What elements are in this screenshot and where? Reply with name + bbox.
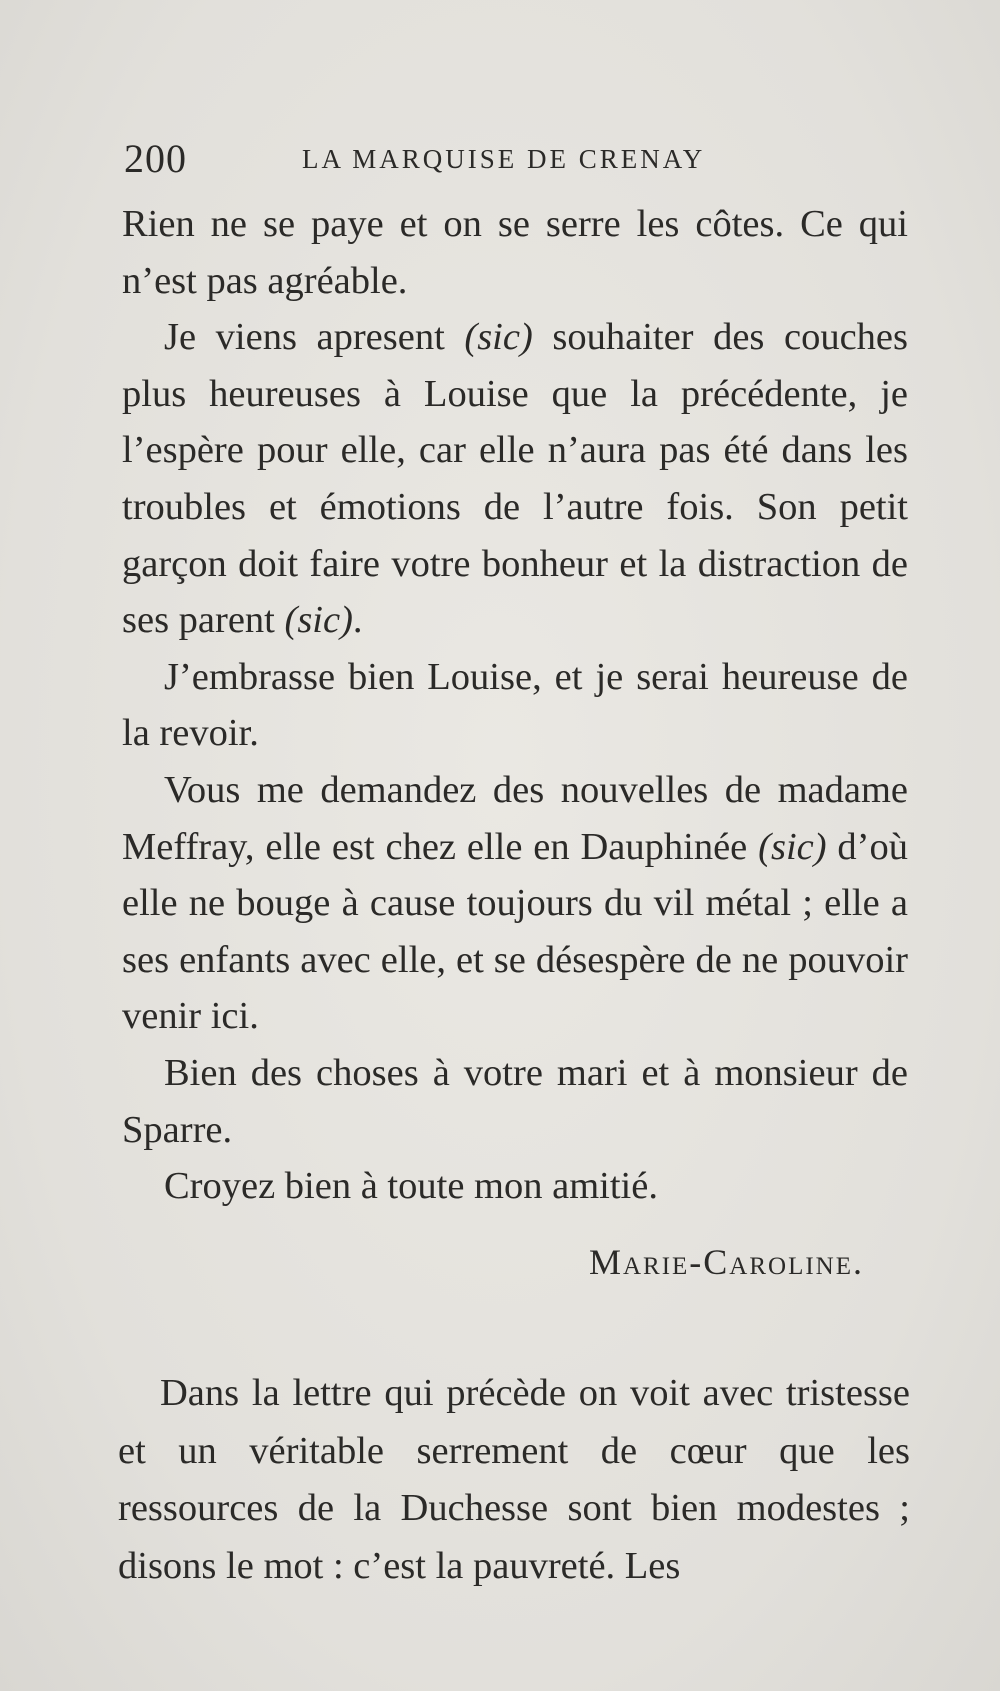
commentary-block [118, 1365, 910, 1595]
letter-paragraph-p6 [122, 1158, 908, 1215]
text-segment: Croyez bien à toute mon amitié. [164, 1165, 658, 1208]
text-segment: . [352, 599, 363, 642]
text-segment: souhaiter des couches plus heureuses à Louise que la précédente, je l’espère pour elle, car elle n’aura pas été dans les troubles et émotions de l’autre fois. Son petit garçon doit faire votre bonheur et la distraction de ses parent [122, 316, 908, 642]
letter-paragraph-p2 [122, 309, 908, 649]
letter-paragraph-p4 [122, 762, 908, 1045]
page-header [124, 135, 736, 183]
letter-paragraph-p3 [122, 649, 908, 762]
sic-annotation: (sic) [758, 825, 827, 868]
text-segment: d’où elle ne bouge à cause toujours du vil métal ; elle a ses enfants avec elle, et se désespère de ne pouvoir venir ici. [122, 825, 908, 1038]
text-segment: J’embrasse bien Louise, et je serai heureuse de la revoir. [122, 655, 908, 755]
text-segment: Rien ne se paye et on se serre les côtes. Ce qui n’est pas agréable. [122, 203, 908, 302]
text-segment: Vous me demandez des nouvelles de madame Meffray, elle est chez elle en Dauphinée [122, 768, 908, 868]
letter-paragraph-p5 [122, 1045, 908, 1158]
page-number: 200 [124, 136, 187, 181]
letter-signature: Marie-Caroline. [588, 1242, 864, 1282]
letter-paragraph-p1 [122, 196, 908, 309]
commentary-paragraph: Dans la lettre qui précède on voit avec tristesse et un véritable serrement de cœur que les ressources de la Duchesse sont bien modestes ; disons le mot : c’est la pauvreté. Les [118, 1372, 910, 1587]
sic-annotation: (sic) [464, 316, 533, 359]
letter-body [122, 196, 908, 1215]
sic-annotation: (sic) [284, 599, 353, 642]
text-segment: Bien des choses à votre mari et à monsieur de Sparre. [122, 1051, 908, 1151]
text-segment: Je viens apresent [164, 316, 465, 359]
running-title: LA MARQUISE DE CRENAY [302, 144, 706, 174]
